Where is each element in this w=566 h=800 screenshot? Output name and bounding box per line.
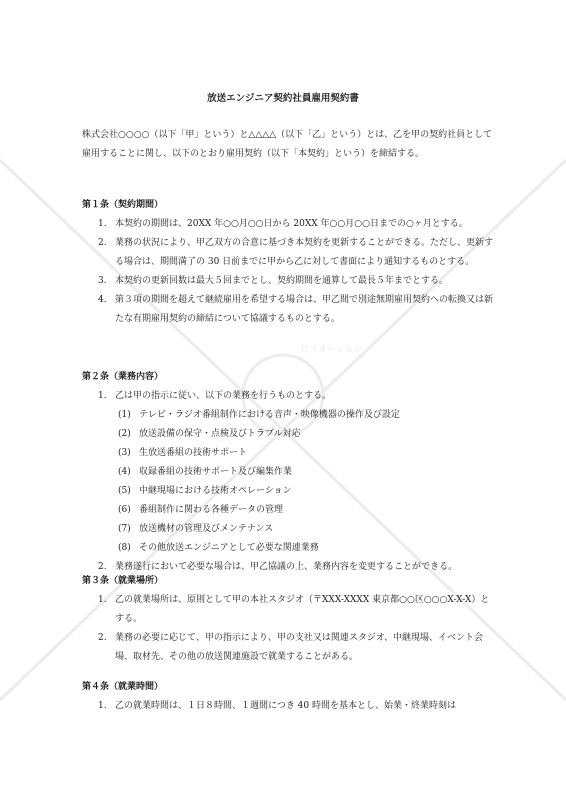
article-3-items [82,591,494,667]
item-text: 本契約の期間は、20XX 年○○月○○日から 20XX 年○○月○○日までの○ヶ月とする。 [115,219,468,229]
item-number: 2. [98,238,107,248]
sub-item-text: 放送機材の管理及びメンテナンス [139,524,274,534]
article-1 [82,196,494,329]
sub-item-text: 収録番組の技術サポート及び編集作業 [139,467,293,477]
list-item [82,215,494,234]
item-text: 第３項の期間を超えて継続雇用を希望する場合は、甲乙間で別途無期雇用契約への転換又は新たな有期雇用契約の締結について協議するものとする。 [115,295,494,324]
sub-item-text: 生放送番組の技術サポート [139,448,248,458]
watermark-text: ビズオーション [300,345,363,355]
list-item [82,234,494,272]
document-title: 放送エンジニア契約社員雇用契約書 [207,93,359,104]
sub-item-text: 放送設備の保守・点検及びトラブル対応 [139,429,301,439]
item-number: 4. [98,295,107,305]
item-text: 業務遂行において必要な場合は、甲乙協議の上、業務内容を変更することができる。 [115,562,458,572]
item-number: 2. [98,633,107,643]
article-heading: 第２条（業務内容） [82,372,164,382]
sub-item-text: 番組制作に関わる各種データの管理 [139,505,284,515]
list-item [82,629,494,667]
sub-item [115,444,494,463]
intro-paragraph [82,126,494,164]
article-4-items [82,697,494,716]
item-text: 業務の状況により、甲乙双方の合意に基づき本契約を更新することができる。ただし、更新する場合は、期間満了の 30 日前までに甲から乙に対して書面により通知するものとする。 [115,238,494,267]
article-heading: 第１条（契約期間） [82,200,164,210]
article-2 [82,368,494,577]
list-item [82,591,494,629]
item-text: 本契約の更新回数は最大５回までとし、契約期間を通算して最長５年までとする。 [115,276,449,286]
sub-item-text: 中継現場における技術オペレーション [139,486,292,496]
sub-item [115,406,494,425]
list-item [82,387,494,558]
article-4 [82,678,494,716]
list-item [82,291,494,329]
intro-text: 株式会社○○○○（以下「甲」という）と△△△△（以下「乙」という）とは、乙を甲の契約社員として雇用することに関し、以下のとおり雇用契約（以下「本契約」という）を締結する。 [82,130,493,159]
item-text: 乙の就業場所は、原則として甲の本社スタジオ（〒XXX-XXXX 東京都○○区○○○X-X-X）とする。 [115,595,490,624]
article-3 [82,572,494,667]
item-number: 1. [98,595,107,605]
item-text: 乙の就業時間は、１日８時間、１週間につき 40 時間を基本とし、始業・終業時刻は [115,701,456,711]
article-heading: 第３条（就業場所） [82,576,164,586]
article-1-items [82,215,494,329]
sub-item-number: (2) [118,429,131,439]
sub-item [115,520,494,539]
sub-item-number: (5) [118,486,131,496]
item-number: 2. [98,562,107,572]
sub-item-number: (7) [118,524,131,534]
item-text: 乙は甲の指示に従い、以下の業務を行うものとする。 [115,391,332,401]
item-number: 3. [98,276,107,286]
list-item [82,697,494,716]
sub-item-text: テレビ・ラジオ番組制作における音声・映像機器の操作及び設定 [139,410,400,420]
sub-item [115,501,494,520]
sub-item-number: (6) [118,505,131,515]
item-number: 1. [98,219,107,229]
sub-item-text: その他放送エンジニアとして必要な関連業務 [139,543,319,553]
sub-item-number: (3) [118,448,131,458]
sub-item [115,463,494,482]
sub-item-number: (4) [118,467,131,477]
list-item [82,272,494,291]
sub-item-number: (1) [118,410,131,420]
sub-item [115,482,494,501]
article-2-items [82,387,494,577]
article-2-subitems [115,406,494,558]
sub-item-number: (8) [118,543,131,553]
sub-item [115,539,494,558]
sub-item [115,425,494,444]
item-number: 1. [98,701,107,711]
item-text: 業務の必要に応じて、甲の指示により、甲の支社又は関連スタジオ、中継現場、イベント会場、取材先、その他の放送関連施設で就業することがある。 [115,633,484,662]
item-number: 1. [98,391,107,401]
article-heading: 第４条（就業時間） [82,682,164,692]
